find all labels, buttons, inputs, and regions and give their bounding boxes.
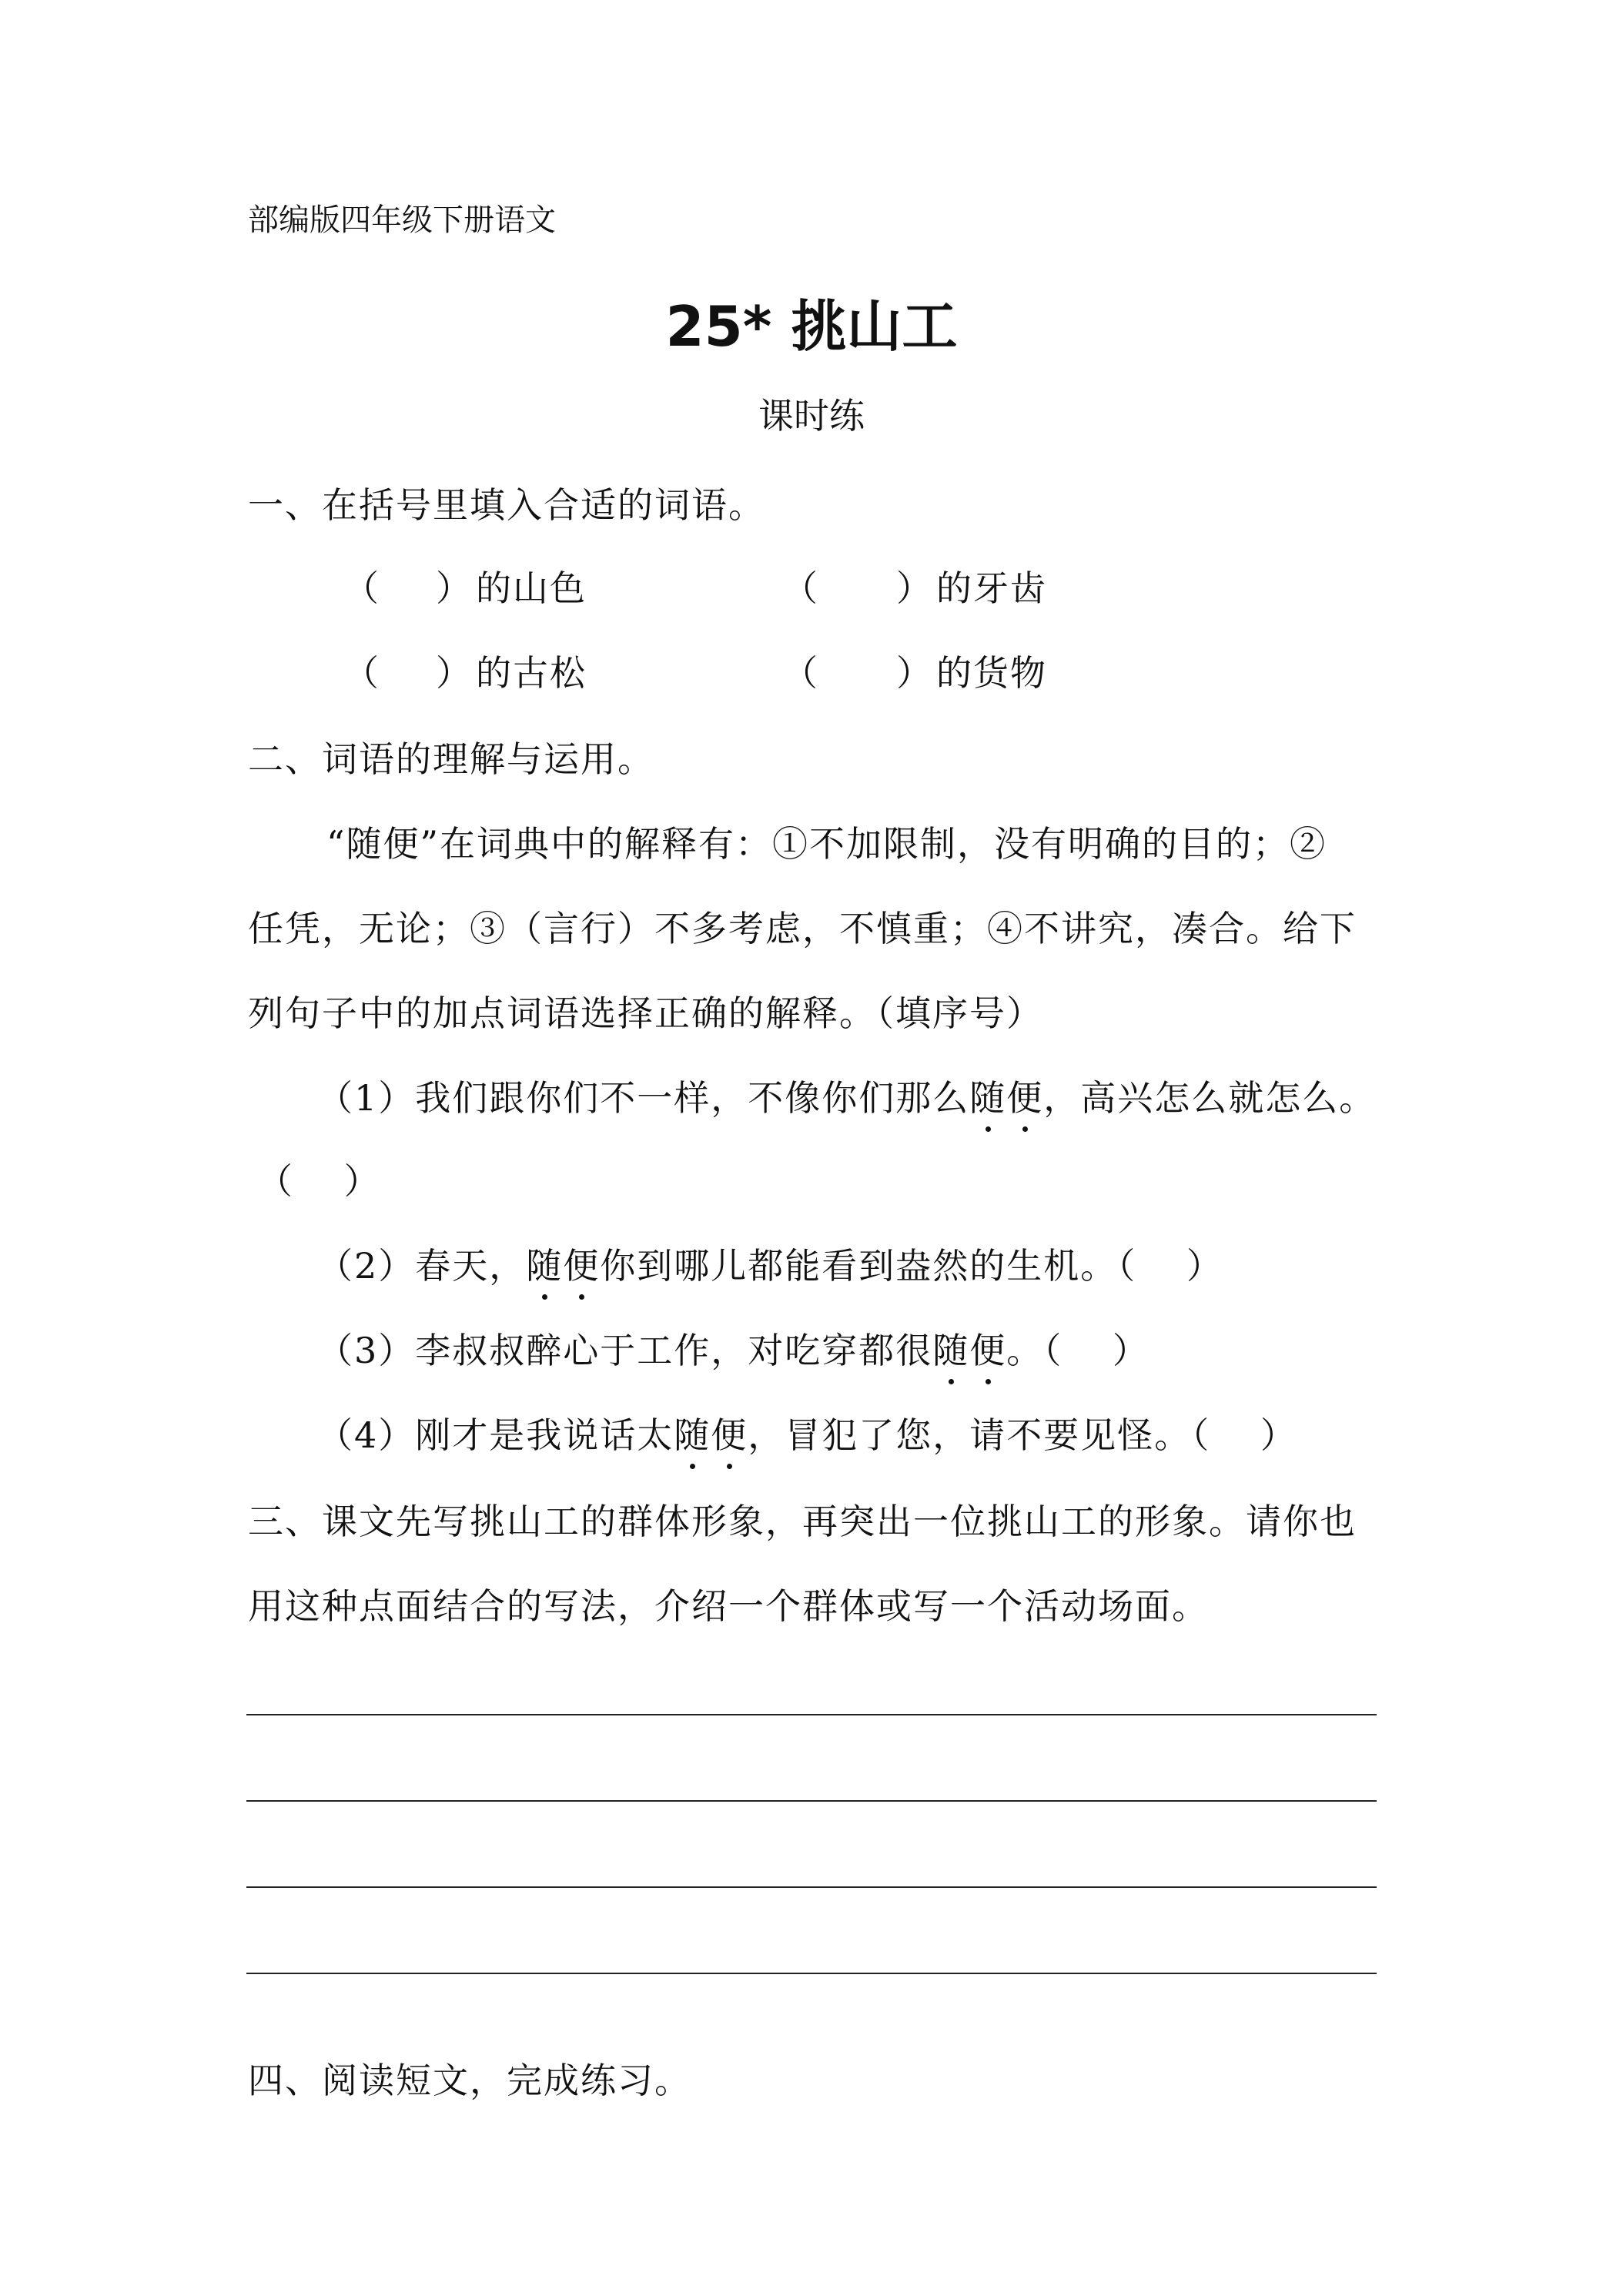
dotted-char: 便 [711, 1407, 748, 1458]
fill-item-2-open: （ [782, 567, 819, 609]
fill-item-1-text: 的山色 [476, 567, 587, 609]
header-note: 部编版四年级下册语文 [248, 202, 556, 238]
writing-line[interactable] [246, 1714, 1377, 1715]
writing-line[interactable] [246, 1800, 1377, 1802]
definition-line-3: 列句子中的加点词语选择正确的解释。（填序号） [248, 992, 1043, 1034]
question-1-answer-blank: （ ） [257, 1160, 381, 1202]
writing-line[interactable] [246, 1973, 1377, 1974]
question-2-suffix: 你到哪儿都能看到盎然的生机。（ ） [600, 1245, 1223, 1287]
definition-line-1: “随便”在词典中的解释有：①不加限制，没有明确的目的；② [326, 823, 1327, 865]
question-1 [317, 1070, 1376, 1121]
dotted-char: 随 [932, 1323, 969, 1374]
question-4-suffix: ，冒犯了您，请不要见怪。（ ） [748, 1414, 1297, 1456]
page-title: 25* 挑山工 [665, 294, 958, 359]
page-subtitle: 课时练 [758, 395, 865, 437]
fill-item-3-text: 的古松 [476, 652, 587, 694]
fill-item-4-close: ） [896, 652, 933, 694]
dotted-char: 随 [969, 1070, 1006, 1121]
question-4 [317, 1407, 1297, 1458]
fill-item-4-text: 的货物 [936, 652, 1047, 694]
fill-item-3-close: ） [436, 652, 473, 694]
definition-line-2: 任凭，无论；③（言行）不多考虑，不慎重；④不讲究，凑合。给下 [248, 908, 1357, 949]
question-1-prefix: （1）我们跟你们不一样，不像你们那么 [317, 1077, 970, 1119]
section2-heading: 二、词语的理解与运用。 [248, 738, 654, 780]
fill-item-3-open: （ [343, 652, 380, 694]
fill-item-1-open: （ [343, 567, 380, 609]
section3-line-1: 三、课文先写挑山工的群体形象，再突出一位挑山工的形象。请你也 [248, 1501, 1357, 1542]
dotted-char: 随 [526, 1238, 563, 1289]
question-3-prefix: （3）李叔叔醉心于工作，对吃穿都很 [317, 1330, 933, 1371]
question-4-prefix: （4）刚才是我说话太 [317, 1414, 674, 1456]
question-2-prefix: （2）春天， [317, 1245, 527, 1287]
dotted-char: 随 [674, 1407, 711, 1458]
section4-heading: 四、阅读短文，完成练习。 [248, 2060, 691, 2101]
fill-item-2-close: ） [896, 567, 933, 609]
dotted-char: 便 [563, 1238, 600, 1289]
fill-item-4-open: （ [782, 652, 819, 694]
question-3 [317, 1323, 1149, 1374]
fill-item-1-close: ） [436, 567, 473, 609]
writing-line[interactable] [246, 1886, 1377, 1888]
dotted-char: 便 [969, 1323, 1006, 1374]
section1-heading: 一、在括号里填入合适的词语。 [248, 484, 765, 526]
question-1-suffix: ，高兴怎么就怎么。 [1043, 1077, 1377, 1119]
fill-item-2-text: 的牙齿 [936, 567, 1047, 609]
question-2 [317, 1238, 1223, 1289]
dotted-char: 便 [1006, 1070, 1043, 1121]
question-3-suffix: 。（ ） [1006, 1330, 1149, 1371]
section3-line-2: 用这种点面结合的写法，介绍一个群体或写一个活动场面。 [248, 1585, 1209, 1627]
